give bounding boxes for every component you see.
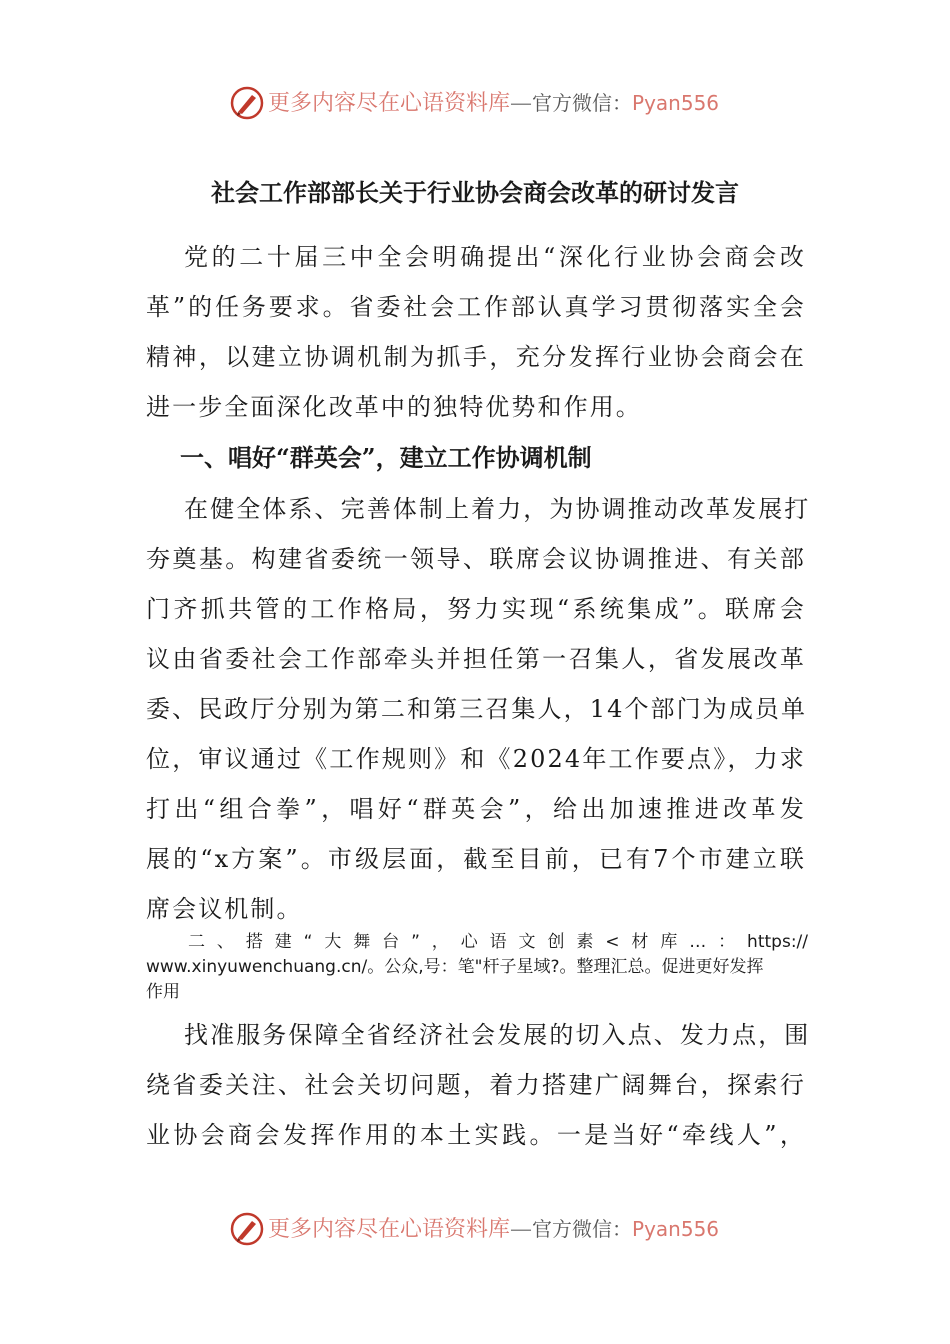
intro-line: 革”的任务要求。省委社会工作部认真学习贯彻落实全会 xyxy=(146,293,806,321)
intro-line: 党的二十届三中全会明确提出“深化行业协会商会改 xyxy=(184,243,806,271)
section-1-line: 委、民政厅分别为第二和第三召集人，14个部门为成员单 xyxy=(146,695,808,723)
section-1-line: 在健全体系、完善体制上着力，为协调推动改革发展打 xyxy=(184,495,811,523)
section-2-paragraph xyxy=(146,1010,811,1160)
banner-text: 更多内容尽在心语资料库—官方微信：Pyan556 xyxy=(268,91,720,116)
section-2-line: 找准服务保障全省经济社会发展的切入点、发力点，围 xyxy=(184,1021,811,1049)
intro-line: 进一步全面深化改革中的独特优势和作用。 xyxy=(146,393,642,421)
intro-paragraph xyxy=(146,232,806,432)
section-2-heading-line: www.xinyuwenchuang.cn/。公众,号：笔"杆子星域?。整理汇总。促进更好发挥 xyxy=(146,957,764,977)
section-1-paragraph xyxy=(146,484,811,934)
section-2-line: 业协会商会发挥作用的本土实践。一是当好“牵线人”， xyxy=(146,1121,806,1149)
document-title: 社会工作部部长关于行业协会商会改革的研讨发言 xyxy=(211,178,739,207)
section-2-heading xyxy=(146,930,808,1005)
section-2-heading-line: 二、搭建“大舞台”，心语文创素<材库…：https:// xyxy=(188,932,808,952)
section-1-line: 席会议机制。 xyxy=(146,895,303,923)
banner-text: 更多内容尽在心语资料库—官方微信：Pyan556 xyxy=(268,1217,720,1242)
section-2-heading-line: 作用 xyxy=(146,982,180,1002)
intro-line: 精神，以建立协调机制为抓手，充分发挥行业协会商会在 xyxy=(146,343,806,371)
header-banner xyxy=(0,84,950,124)
section-1-heading: 一、唱好“群英会”，建立工作协调机制 xyxy=(180,443,592,472)
section-1-line: 打出“组合拳”，唱好“群英会”，给出加速推进改革发 xyxy=(146,795,806,823)
section-1-line: 夯奠基。构建省委统一领导、联席会议协调推进、有关部 xyxy=(146,545,806,573)
section-1-line: 位，审议通过《工作规则》和《2024年工作要点》，力求 xyxy=(146,745,806,773)
pen-logo-icon xyxy=(230,86,264,120)
section-1-line: 展的“x方案”。市级层面，截至目前，已有7个市建立联 xyxy=(146,845,806,873)
pen-logo-icon xyxy=(230,1212,264,1246)
footer-banner xyxy=(0,1210,950,1250)
section-1-line: 议由省委社会工作部牵头并担任第一召集人，省发展改革 xyxy=(146,645,806,673)
section-2-line: 绕省委关注、社会关切问题，着力搭建广阔舞台，探索行 xyxy=(146,1071,806,1099)
section-1-line: 门齐抓共管的工作格局，努力实现“系统集成”。联席会 xyxy=(146,595,806,623)
